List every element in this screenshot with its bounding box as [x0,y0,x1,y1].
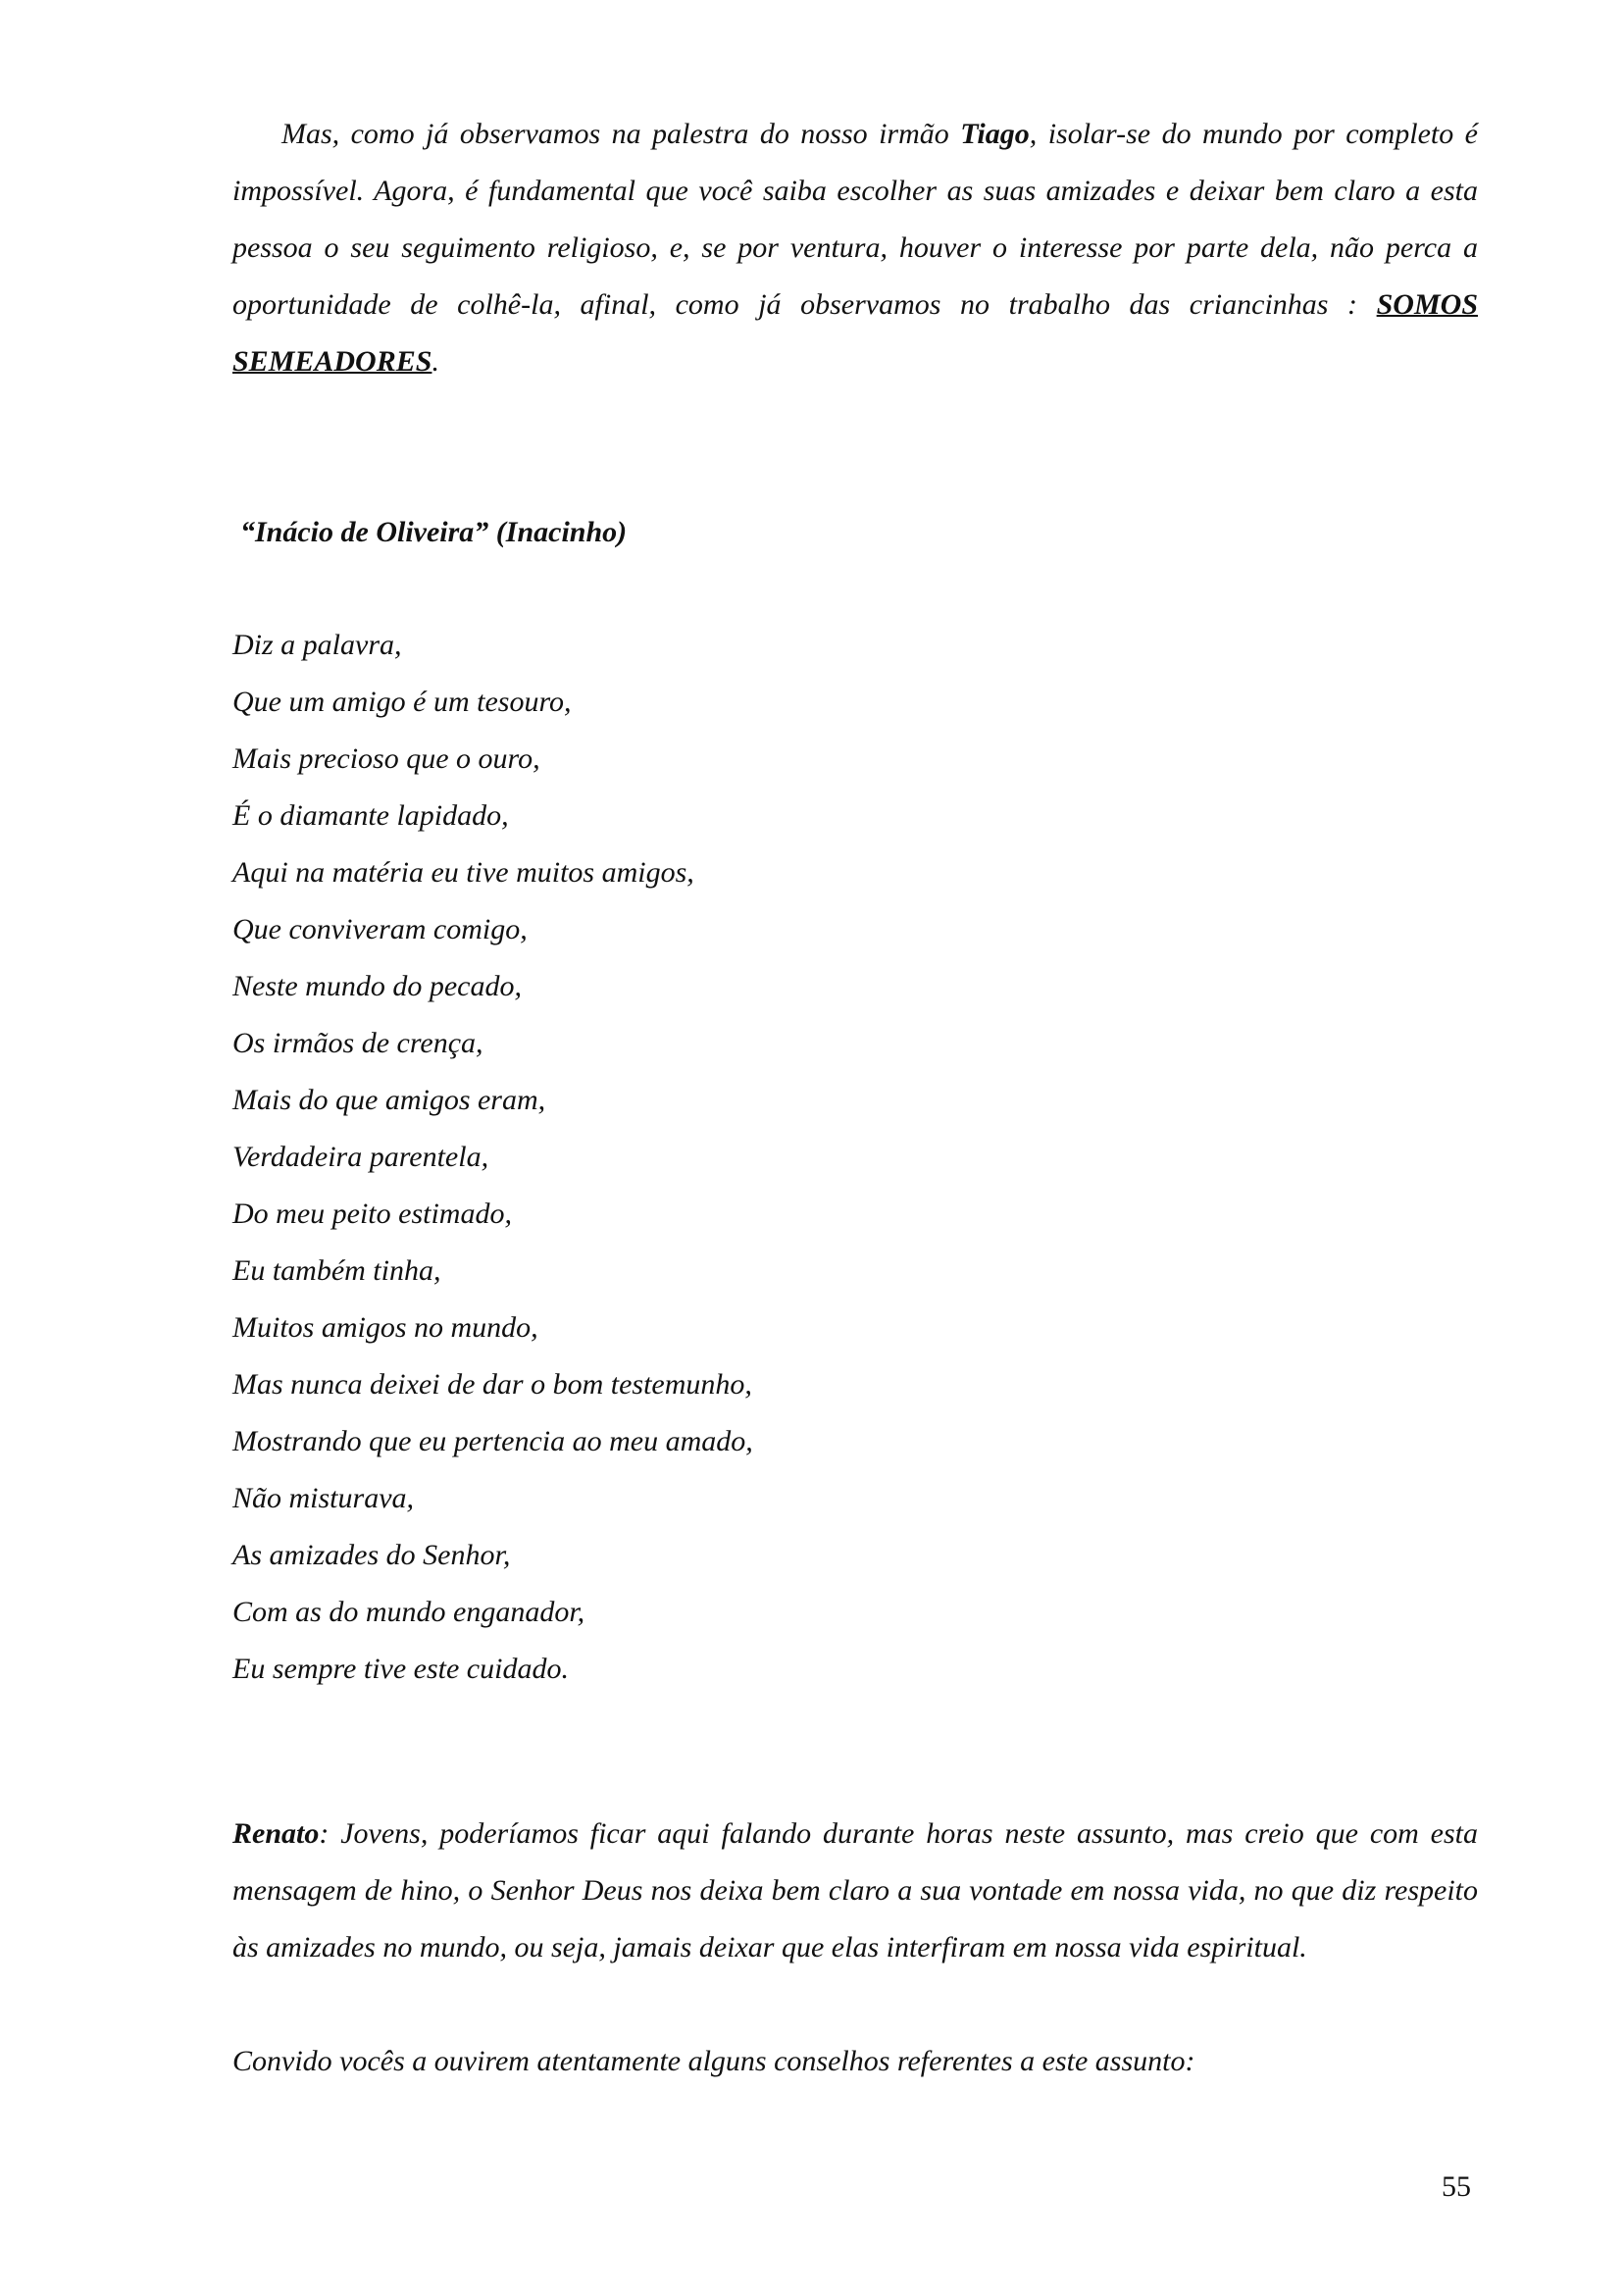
hymn-line: Aqui na matéria eu tive muitos amigos, [232,856,694,889]
intro-text-end: . [431,345,439,378]
hymn-line: Eu também tinha, [232,1254,441,1287]
hymn-line: Verdadeira parentela, [232,1141,489,1173]
intro-text-middle: , isolar-se do mundo por completo é impossível. Agora, é fundamental que você saiba escolher as suas amizades e deixar bem claro a esta pessoa o seu seguimento religioso, e, se por ventura, houver o interesse por parte dela, não perca a oportunidade de colhê-la, afinal, como já observamos no trabalho das criancinhas : [232,118,1478,321]
hymn-lines [232,617,753,1698]
hymn-line: Muitos amigos no mundo, [232,1311,538,1344]
renato-paragraph [232,1806,1478,1976]
hymn-line: Mais do que amigos eram, [232,1084,546,1116]
renato-text: : Jovens, poderíamos ficar aqui falando durante horas neste assunto, mas creio que com esta mensagem de hino, o Senhor Deus nos deixa bem claro a sua vontade em nossa vida, no que diz respeito às amizades no mundo, ou seja, jamais deixar que elas interfiram em nossa vida espiritual. [232,1817,1478,1963]
hymn-line: Não misturava, [232,1482,415,1514]
hymn-line: Mas nunca deixei de dar o bom testemunho, [232,1368,752,1401]
intro-text-start: Mas, como já observamos na palestra do nosso irmão [281,118,961,150]
intro-paragraph [232,106,1478,390]
hymn-line: As amizades do Senhor, [232,1539,511,1571]
hymn-line: Que conviveram comigo, [232,913,528,945]
closing-line: Convido vocês a ouvirem atentamente alguns conselhos referentes a este assunto: [232,2045,1195,2077]
page-number: 55 [1442,2170,1471,2203]
speaker-name: Renato [232,1817,320,1850]
intro-name-tiago: Tiago [960,118,1030,150]
hymn-line: Neste mundo do pecado, [232,970,522,1002]
hymn-line: Que um amigo é um tesouro, [232,686,572,718]
hymn-line: É o diamante lapidado, [232,799,509,832]
hymn-line: Do meu peito estimado, [232,1198,512,1230]
hymn-line: Eu sempre tive este cuidado. [232,1653,569,1685]
hymn-title: “Inácio de Oliveira” (Inacinho) [240,516,628,548]
hymn-line: Diz a palavra, [232,629,402,661]
hymn-line: Mais precioso que o ouro, [232,742,540,775]
intro-emphasis: SOMOS SEMEADORES [232,288,1478,378]
hymn-line: Mostrando que eu pertencia ao meu amado, [232,1425,753,1457]
hymn-line: Com as do mundo enganador, [232,1596,585,1628]
hymn-line: Os irmãos de crença, [232,1027,483,1059]
